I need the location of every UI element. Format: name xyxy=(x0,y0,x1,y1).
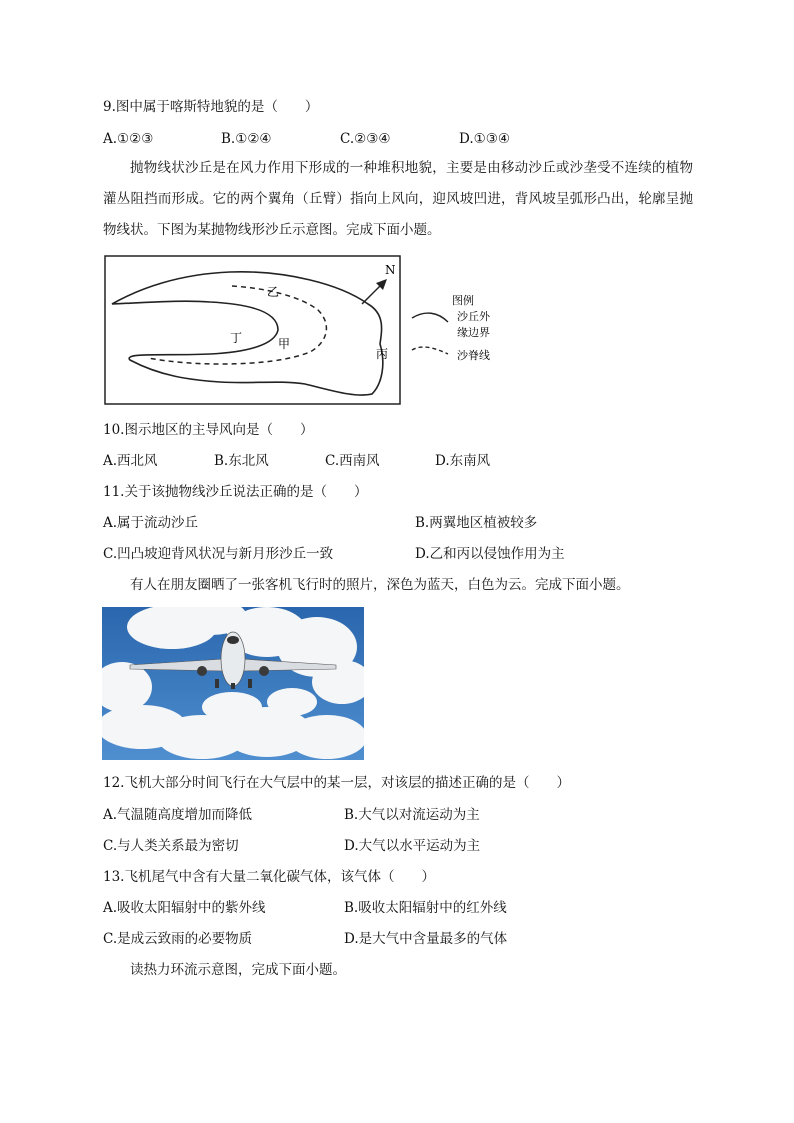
q10-option-a: A.西北风 xyxy=(103,453,158,469)
q9-option-c: C.②③④ xyxy=(340,131,391,147)
legend-ridge-symbol xyxy=(412,347,448,354)
legend-title: 图例 xyxy=(452,294,474,307)
q12-stem: 12.飞机大部分时间飞行在大气层中的某一层，对该层的描述正确的是（ ） xyxy=(103,775,570,791)
label-ding: 丁 xyxy=(230,331,243,345)
label-bing: 丙 xyxy=(376,347,389,361)
dune-figure xyxy=(100,252,510,408)
q9-stem: 9.图中属于喀斯特地貌的是（ ） xyxy=(103,99,319,115)
q12-option-b: B.大气以对流运动为主 xyxy=(344,807,480,823)
airplane-photo xyxy=(102,607,364,760)
legend-outer-edge-label-2: 缘边界 xyxy=(457,326,490,339)
q12-option-c: C.与人类关系最为密切 xyxy=(103,838,239,854)
label-yi: 乙 xyxy=(267,285,280,299)
passage-thermal-circulation: 读热力环流示意图，完成下面小题。 xyxy=(130,962,346,978)
dune-ridge-line xyxy=(148,286,326,364)
q11-stem: 11.关于该抛物线沙丘说法正确的是（ ） xyxy=(103,484,368,500)
q10-option-d: D.东南风 xyxy=(435,453,491,469)
q13-option-c: C.是成云致雨的必要物质 xyxy=(103,931,253,947)
north-label: N xyxy=(385,263,396,277)
q12-option-d: D.大气以水平运动为主 xyxy=(344,838,481,854)
legend-outer-edge-symbol xyxy=(412,313,448,322)
q10-stem: 10.图示地区的主导风向是（ ） xyxy=(103,422,314,438)
q13-option-d: D.是大气中含量最多的气体 xyxy=(344,931,508,947)
passage-parabolic-dune: 抛物线状沙丘是在风力作用下形成的一种堆积地貌，主要是由移动沙丘或沙垄受不连续的植物灌丛阻挡而形成。它的两个翼角（丘臂）指向上风向，迎风坡凹进，背风坡呈弧形凸出，轮廓呈抛物线状。下图为某抛物线形沙丘示意图。完成下面小题。 xyxy=(103,160,693,238)
legend-outer-edge-label-1: 沙丘外 xyxy=(457,310,490,323)
legend-ridge-label: 沙脊线 xyxy=(457,349,490,362)
q11-option-a: A.属于流动沙丘 xyxy=(103,515,199,531)
q10-option-b: B.东北风 xyxy=(214,453,269,469)
q13-option-b: B.吸收太阳辐射中的红外线 xyxy=(344,900,507,916)
q13-stem: 13.飞机尾气中含有大量二氧化碳气体，该气体（ ） xyxy=(103,869,435,885)
label-jia: 甲 xyxy=(278,337,291,351)
q11-option-b: B.两翼地区植被较多 xyxy=(415,515,538,531)
passage-airplane-photo: 有人在朋友圈晒了一张客机飞行时的照片，深色为蓝天，白色为云。完成下面小题。 xyxy=(130,577,630,593)
q13-option-a: A.吸收太阳辐射中的紫外线 xyxy=(103,900,266,916)
q10-option-c: C.西南风 xyxy=(325,453,380,469)
dune-outer-edge xyxy=(112,272,383,395)
q9-option-b: B.①②④ xyxy=(221,131,272,147)
q12-option-a: A.气温随高度增加而降低 xyxy=(103,807,253,823)
q9-option-d: D.①③④ xyxy=(459,131,510,147)
q11-option-d: D.乙和丙以侵蚀作用为主 xyxy=(415,546,565,562)
q11-option-c: C.凹凸坡迎背风状况与新月形沙丘一致 xyxy=(103,546,334,562)
q9-option-a: A.①②③ xyxy=(103,131,154,147)
